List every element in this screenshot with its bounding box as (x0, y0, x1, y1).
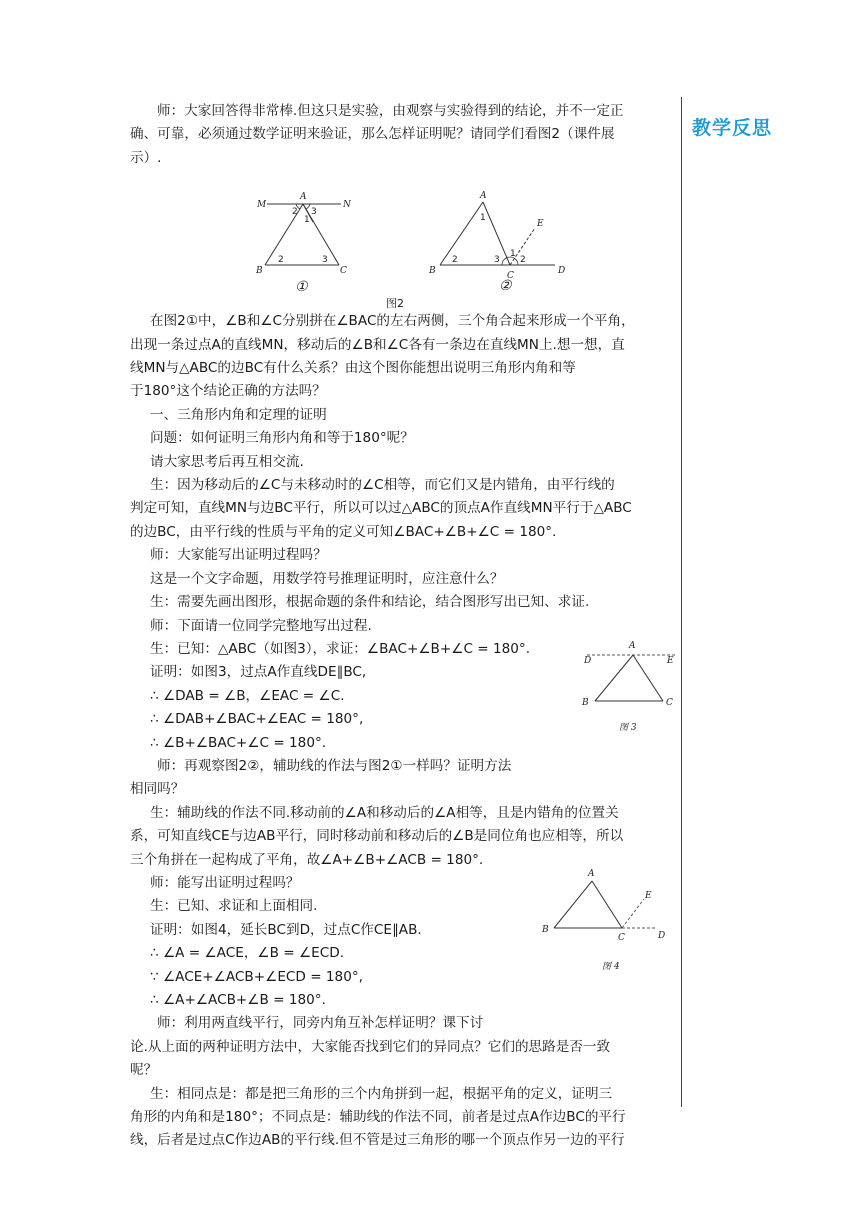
text-line: 生：需要先画出图形，根据命题的条件和结论，结合图形写出已知、求证. (150, 594, 590, 611)
label-E: E (537, 219, 544, 230)
sub-label-2: ② (499, 278, 512, 295)
figure-3 (575, 638, 680, 738)
text-line: ∴ ∠A+∠ACB+∠B = 180°. (150, 992, 326, 1008)
text-line: 师：下面请一位同学完整地写出过程. (150, 617, 372, 634)
text-line: ∴ ∠DAB = ∠B，∠EAC = ∠C. (150, 687, 345, 704)
text-line: ∵ ∠ACE+∠ACB+∠ECD = 180°, (150, 968, 363, 985)
label-B: B (542, 925, 549, 935)
label-A: A (588, 869, 595, 879)
label-2: 2 (278, 255, 284, 266)
label-1: 1 (510, 249, 516, 260)
label-A: A (629, 641, 636, 651)
label-D: D (584, 656, 592, 666)
label-C: C (340, 266, 347, 277)
text-line: 生：已知、求证和上面相同. (150, 898, 318, 915)
section-heading: 一、三角形内角和定理的证明 (150, 406, 327, 423)
text-line: 于180°这个结论正确的方法吗？ (130, 383, 326, 400)
label-E: E (667, 656, 674, 666)
label-2: 2 (520, 255, 526, 266)
text-line: 生：已知：△ABC（如图3），求证：∠BAC+∠B+∠C = 180°. (150, 640, 531, 657)
main-text (130, 100, 676, 1153)
label-A: A (480, 191, 487, 202)
label-2: 2 (292, 207, 298, 218)
figure-2-svg (130, 170, 676, 300)
text-line: 生：因为移动后的∠C与未移动时的∠C相等，而它们又是内错角，由平行线的 (150, 477, 615, 494)
text-line: 证明：如图4，延长BC到D，过点C作CE∥AB. (150, 921, 422, 938)
text-line: 线，后者是过点C作边AB的平行线.但不管是过三角形的哪一个顶点作另一边的平行 (130, 1132, 625, 1149)
text-line: 生：辅助线的作法不同.移动前的∠A和移动后的∠A相等，且是内错角的位置关 (150, 804, 619, 821)
text-line: 线MN与△ABC的边BC有什么关系？由这个图你能想出说明三角形内角和等 (130, 360, 576, 377)
figure-3-caption: 图 3 (619, 723, 637, 733)
label-D: D (558, 266, 566, 277)
figure-2 (130, 170, 676, 300)
text-line: 问题：如何证明三角形内角和等于180°呢？ (150, 430, 414, 447)
text-line: 师：大家回答得非常棒.但这只是实验，由观察与实验得到的结论，并不一定正 (157, 103, 624, 119)
text-line: 请大家思考后再互相交流. (150, 453, 304, 470)
label-1: 1 (480, 213, 486, 224)
text-line: 师：利用两直线平行，同旁内角互补怎样证明？课下讨 (157, 1015, 484, 1032)
text-line: 这是一个文字命题，用数学符号推理证明时，应注意什么？ (150, 570, 504, 587)
label-C: C (666, 698, 673, 708)
text-line: 师：再观察图2②，辅助线的作法与图2①一样吗？证明方法 (157, 757, 512, 774)
sidebar-title: 教学反思 (692, 117, 773, 139)
text-line: ∴ ∠DAB+∠BAC+∠EAC = 180°, (150, 711, 364, 728)
label-N: N (343, 200, 351, 211)
text-line: 判定可知，直线MN与边BC平行，所以可以过△ABC的顶点A作直线MN平行于△ABC (130, 500, 632, 517)
label-B: B (256, 266, 263, 277)
text-line: 示）. (130, 149, 162, 166)
text-line: 角形的内角和是180°；不同点是：辅助线的作法不同，前者是过点A作边BC的平行 (130, 1109, 626, 1126)
text-line: 相同吗？ (130, 781, 185, 798)
text-line: ∴ ∠B+∠BAC+∠C = 180°. (150, 734, 327, 751)
text-line: 系，可知直线CE与边AB平行，同时移动前和移动后的∠B是同位角也应相等，所以 (130, 828, 624, 845)
text-line: 生：相同点是：都是把三角形的三个内角拼到一起，根据平角的定义，证明三 (150, 1085, 613, 1102)
label-1: 1 (304, 215, 310, 226)
text-line: 出现一条过点A的直线MN，移动后的∠B和∠C各有一条边在直线MN上.想一想，直 (130, 336, 625, 353)
text-line: 师：能写出证明过程吗？ (150, 874, 300, 891)
sub-label-1: ① (295, 279, 308, 296)
label-A: A (300, 192, 307, 203)
label-E: E (645, 891, 652, 901)
label-M: M (257, 200, 267, 211)
figure-4 (540, 866, 675, 978)
text-line: 在图2①中，∠B和∠C分别拼在∠BAC的左右两侧，三个角合起来形成一个平角， (150, 313, 635, 330)
text-line: 呢？ (130, 1062, 158, 1079)
text-line: ∴ ∠A = ∠ACE，∠B = ∠ECD. (150, 945, 345, 962)
label-3: 3 (322, 255, 328, 266)
text-line: 的边BC，由平行线的性质与平角的定义可知∠BAC+∠B+∠C = 180°. (130, 523, 557, 540)
label-2: 2 (452, 255, 458, 266)
label-B: B (582, 698, 589, 708)
label-C: C (507, 271, 514, 282)
label-3: 3 (494, 255, 500, 266)
text-line: 确、可靠，必须通过数学证明来验证，那么怎样证明呢？请同学们看图2（课件展 (130, 126, 615, 143)
text-line: 证明：如图3，过点A作直线DE∥BC, (150, 664, 367, 681)
label-D: D (658, 931, 666, 941)
figure-2-caption: 图2 (386, 297, 404, 311)
label-C: C (618, 933, 625, 943)
figure-4-caption: 图 4 (602, 962, 620, 972)
label-B: B (429, 266, 436, 277)
text-line: 三个角拼在一起构成了平角，故∠A+∠B+∠ACB = 180°. (130, 851, 484, 868)
label-3: 3 (311, 207, 317, 218)
text-line: 师：大家能写出证明过程吗？ (150, 547, 327, 564)
text-line: 论.从上面的两种证明方法中，大家能否找到它们的异同点？它们的思路是否一致 (130, 1038, 611, 1055)
margin-divider (681, 97, 682, 1107)
